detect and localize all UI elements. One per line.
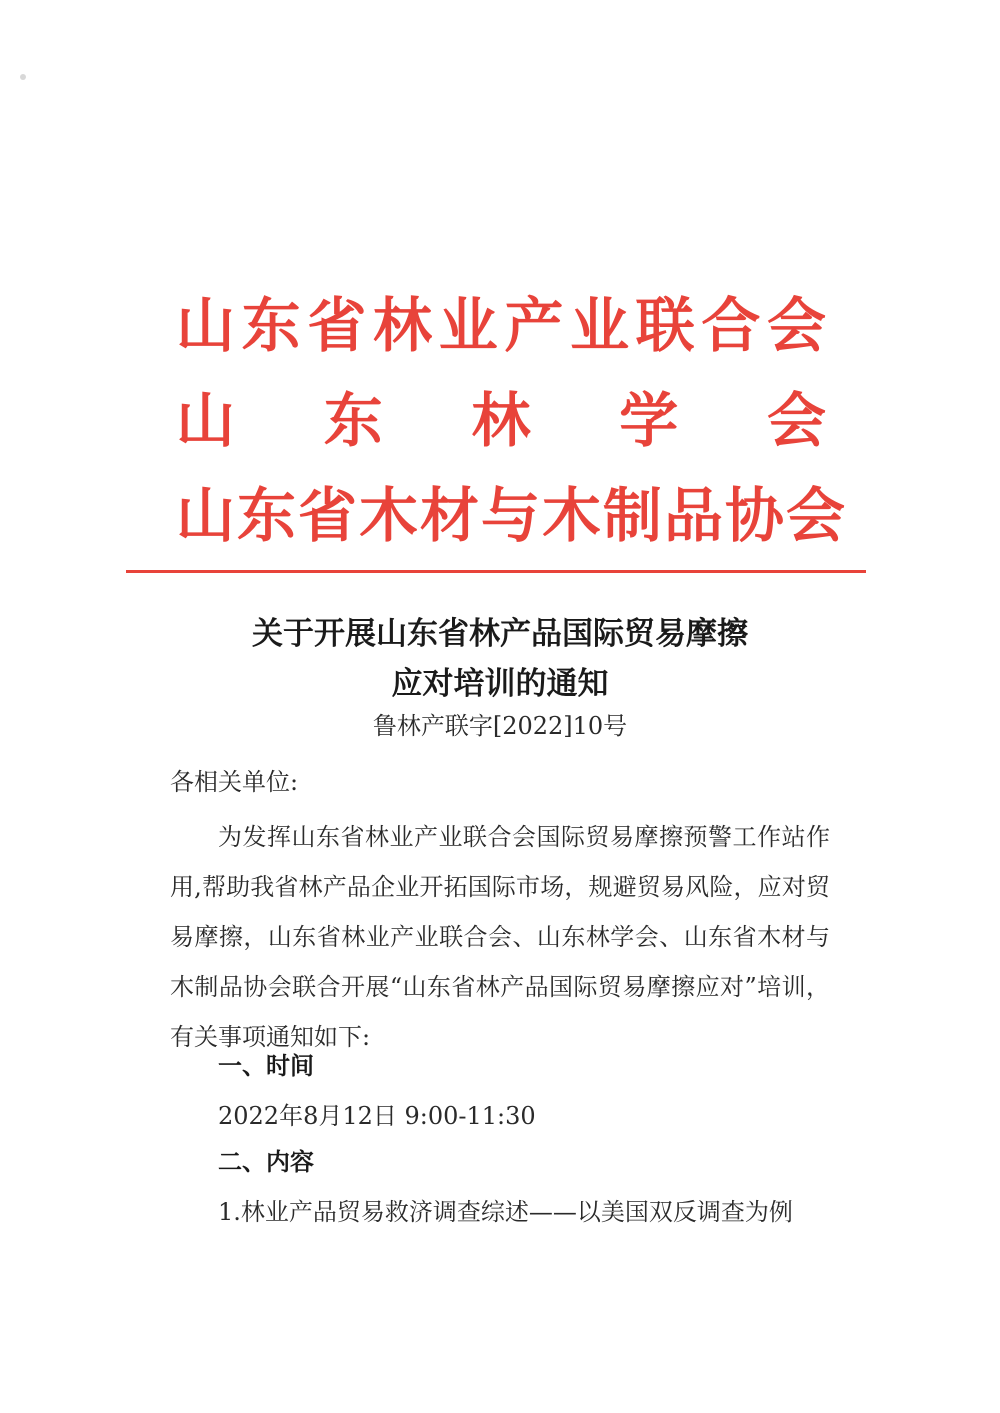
- letterhead-line-2-char: 山: [176, 386, 238, 455]
- scan-speck: [20, 74, 26, 80]
- letterhead-line-2-char: 东: [323, 386, 385, 455]
- notice-title-line-2: 应对培训的通知: [391, 666, 609, 702]
- letterhead: [176, 278, 848, 563]
- document-number: 鲁林产联字[2022]10号: [372, 712, 628, 740]
- red-divider: [126, 570, 866, 573]
- letterhead-line-3: 山东省木材与木制品协会: [176, 481, 848, 550]
- letterhead-line-1: 山东省林业产业联合会: [176, 291, 828, 360]
- letterhead-line-2-char: 会: [766, 386, 828, 455]
- section-2-item-1: 1.林业产品贸易救济调查综述——以美国双反调查为例: [218, 1198, 793, 1226]
- salutation: 各相关单位:: [170, 768, 299, 796]
- letterhead-line-2-char: 林: [471, 386, 533, 455]
- section-2-heading: 二、内容: [218, 1148, 314, 1176]
- section-1-time: 2022年8月12日 9:00-11:30: [218, 1102, 536, 1130]
- section-1-heading: 一、时间: [218, 1052, 314, 1080]
- intro-paragraph: 为发挥山东省林业产业联合会国际贸易摩擦预警工作站作用,帮助我省林产品企业开拓国际市场，规避贸易风险，应对贸易摩擦，山东省林业产业联合会、山东林学会、山东省木材与木制品协会联合开展“山东省林产品国际贸易摩擦应对”培训，有关事项通知如下:: [170, 823, 830, 1051]
- letterhead-line-2-char: 学: [619, 386, 681, 455]
- notice-title-line-1: 关于开展山东省林产品国际贸易摩擦: [252, 616, 748, 652]
- letterhead-line-2: [176, 373, 828, 468]
